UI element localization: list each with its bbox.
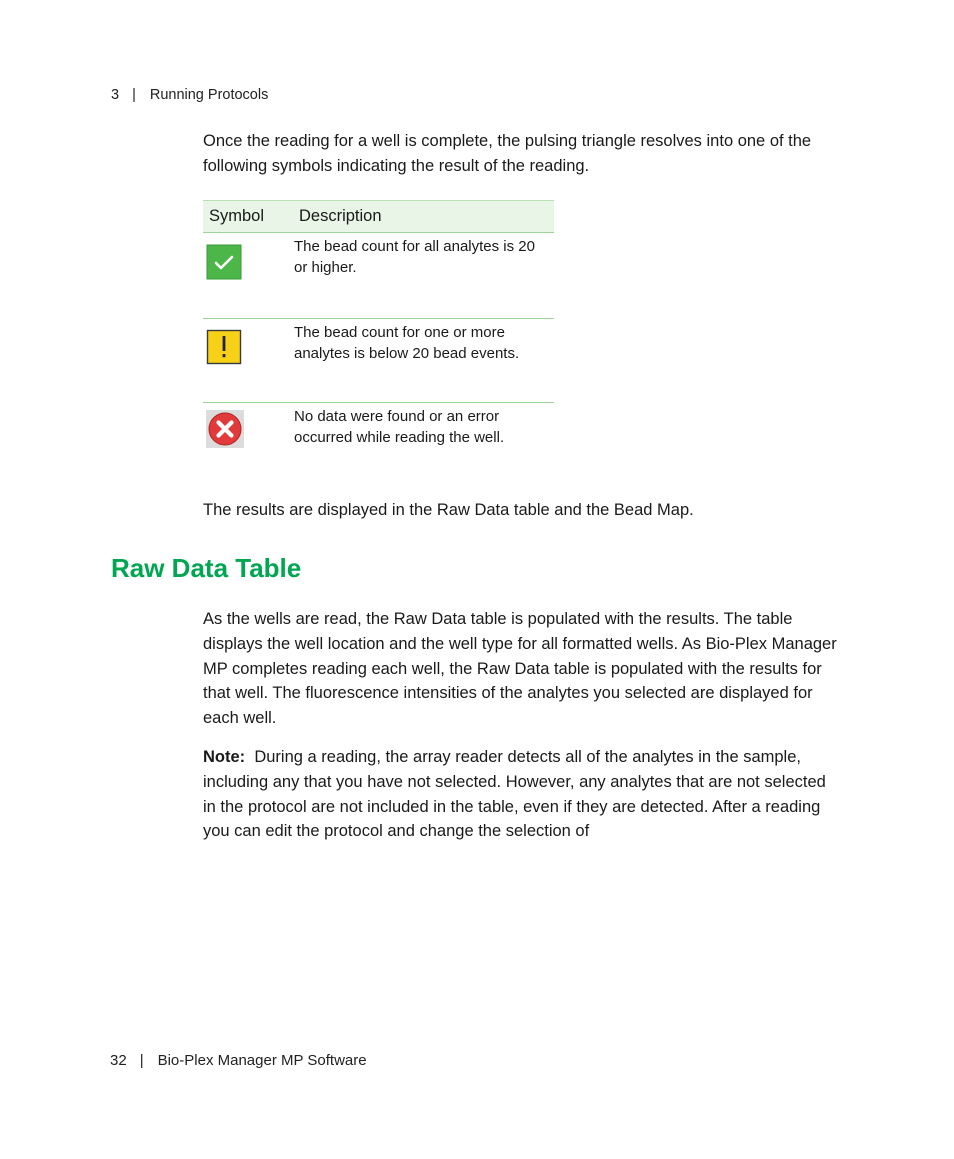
page-footer bbox=[110, 1052, 367, 1069]
symbol-table bbox=[203, 200, 554, 466]
book-title: Bio-Plex Manager MP Software bbox=[157, 1052, 367, 1069]
intro-paragraph: Once the reading for a well is complete, the pulsing triangle resolves into one of the following symbols indicating the result of the reading. bbox=[203, 132, 812, 175]
note-paragraph bbox=[203, 745, 843, 844]
description-cell: No data were found or an error occurred while reading the well. bbox=[294, 408, 505, 446]
description-cell: The bead count for one or more analytes is below 20 bead events. bbox=[293, 319, 554, 403]
section-title: Raw Data Table bbox=[111, 553, 302, 583]
symbol-cell bbox=[203, 403, 293, 467]
table-row bbox=[203, 233, 554, 319]
symbol-cell bbox=[203, 233, 293, 319]
warning-icon bbox=[206, 329, 242, 365]
description-cell: The bead count for all analytes is 20 or higher. bbox=[293, 233, 554, 319]
chapter-title: Running Protocols bbox=[149, 87, 269, 103]
table-row bbox=[203, 319, 554, 403]
note-text: During a reading, the array reader detects all of the analytes in the sample, including any that you have not selected. However, any analytes that are not selected in the protocol are not included in the table, even if they are detected. After a reading you can edit the protocol and change the selection of bbox=[203, 748, 826, 841]
table-row bbox=[203, 403, 554, 467]
table-header-row bbox=[203, 201, 554, 233]
results-paragraph: The results are displayed in the Raw Data table and the Bead Map. bbox=[203, 501, 694, 519]
description-column-header: Description bbox=[293, 201, 554, 233]
footer-separator: | bbox=[139, 1052, 144, 1069]
check-icon bbox=[206, 244, 242, 280]
symbol-cell bbox=[203, 319, 293, 403]
page-number: 32 bbox=[110, 1052, 127, 1069]
note-label: Note: bbox=[203, 748, 246, 766]
symbol-column-header: Symbol bbox=[203, 201, 293, 233]
body-paragraph: As the wells are read, the Raw Data table is populated with the results. The table displays the well location and the well type for all formatted wells. As Bio-Plex Manager MP completes reading each well, the Raw Data table is populated with the results for that well. The fluorescence intensities of the analytes you selected are displayed for each well. bbox=[203, 610, 837, 728]
chapter-number: 3 bbox=[111, 87, 120, 103]
header-separator: | bbox=[132, 87, 136, 103]
running-header bbox=[111, 87, 268, 103]
error-icon bbox=[206, 410, 244, 448]
